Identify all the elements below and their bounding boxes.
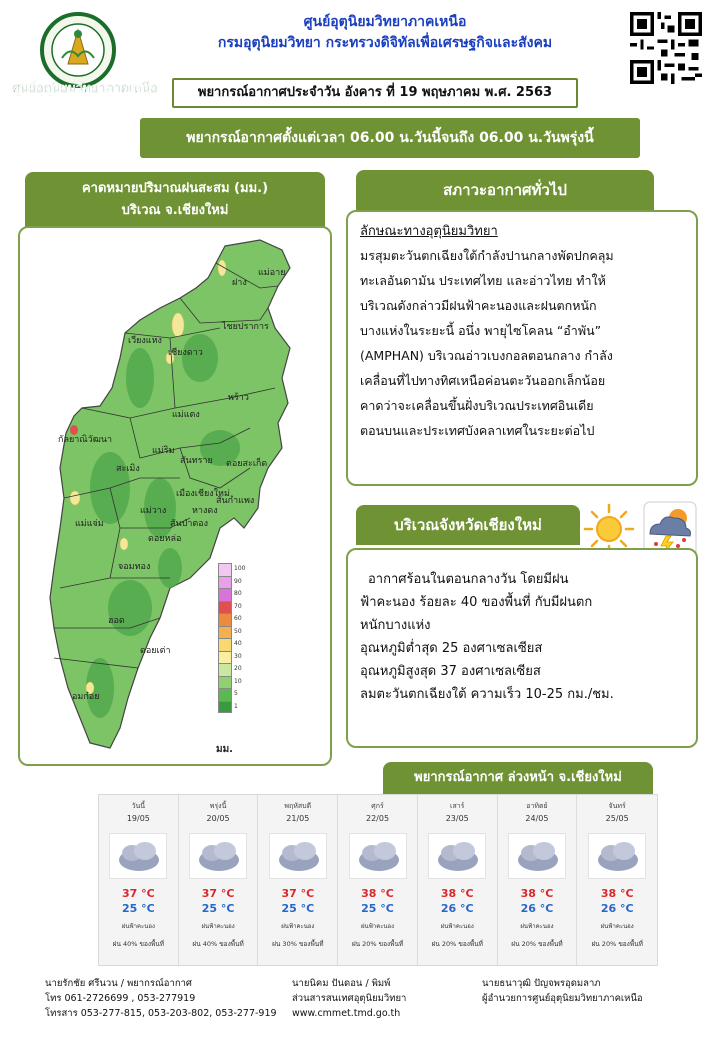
forecast-rain-percent: ฝน 40% ของพื้นที่ (192, 940, 244, 948)
general-weather-title: สภาวะอากาศทั่วไป (356, 170, 654, 210)
forecast-day-card[interactable] (577, 795, 657, 965)
district-label-maetaeng: แม่แตง (172, 410, 200, 420)
director-name: นายธนาวุฒิ ปัญจพรอุดมลาภ (482, 978, 601, 989)
scale-swatch (218, 563, 232, 576)
forecast-day-date: 20/05 (206, 814, 230, 823)
forecast-day-date: 19/05 (126, 814, 150, 823)
rain-color-scale (218, 563, 232, 713)
website-link[interactable]: www.cmmet.tmd.go.th (292, 1008, 401, 1019)
forecast-day-name: จันทร์ (608, 802, 626, 810)
forecast-condition: ฝนฟ้าคะนอง (121, 923, 155, 930)
cloud-rain-icon (189, 833, 247, 879)
forecast-day-date: 21/05 (286, 814, 310, 823)
rain-map-title (25, 172, 325, 228)
scale-label: 10 (234, 677, 242, 685)
district-label-chomthong: จอมทอง (118, 562, 151, 572)
forecast-period-banner: พยากรณ์อากาศตั้งแต่เวลา 06.00 น.วันนี้จนถึง 06.00 น.วันพรุ่งนี้ (140, 118, 640, 158)
forecast-min-temp: 25 °C (201, 902, 235, 915)
department-logo (10, 10, 160, 96)
forecast-day-date: 25/05 (605, 814, 629, 823)
forecast-day-name: อาทิตย์ (526, 802, 548, 810)
district-label-maechaem: แม่แจ่ม (75, 519, 104, 529)
district-label-fang: ฝาง (232, 278, 247, 288)
scale-label: 70 (234, 602, 242, 610)
district-label-maerim: แม่ริม (152, 446, 175, 456)
scale-swatch (218, 676, 232, 689)
forecast-day-card[interactable] (338, 795, 418, 965)
district-label-wianghaeng: เวียงแหง (128, 336, 162, 346)
forecast-max-temp: 38 °C (440, 887, 474, 900)
forecaster-fax: โทรสาร 053-277-815, 053-203-802, 053-277-919 (45, 1008, 277, 1019)
forecast-condition: ฝนฟ้าคะนอง (600, 923, 634, 930)
forecast-day-date: 23/05 (445, 814, 469, 823)
district-label-maeai: แม่อาย (258, 268, 286, 278)
scale-label: 90 (234, 577, 242, 585)
forecast-day-name: พรุ่งนี้ (209, 802, 227, 810)
cloud-rain-icon (508, 833, 566, 879)
cloud-rain-icon (109, 833, 167, 879)
forecast-rain-percent: ฝน 20% ของพื้นที่ (431, 940, 483, 948)
forecast-rain-percent: ฝน 30% ของพื้นที่ (272, 940, 324, 948)
forecast-max-temp: 38 °C (361, 887, 394, 900)
province-forecast-line: ฟ้าคะนอง ร้อยละ 40 ของพื้นที่ กับมีฝนตก (360, 595, 593, 610)
qr-code[interactable] (630, 12, 702, 84)
scale-label: 1 (234, 702, 238, 710)
printer-name: นายนิคม ปันดอน / พิมพ์ (292, 978, 391, 989)
rain-map-title-line2: บริเวณ จ.เชียงใหม่ (121, 203, 229, 218)
forecast-max-temp: 38 °C (520, 887, 554, 900)
forecast-day-card[interactable] (179, 795, 259, 965)
forecast-min-temp: 26 °C (520, 902, 554, 915)
forecast-max-temp: 37 °C (281, 887, 315, 900)
forecast-min-temp: 25 °C (281, 902, 315, 915)
forecast-day-date: 22/05 (365, 814, 390, 823)
province-forecast-line: หนักบางแห่ง (360, 618, 431, 633)
district-label-doilo: ดอยหล่อ (148, 534, 182, 544)
district-label-sanpatong: สันป่าตอง (170, 519, 209, 529)
district-label-sansai: สันทราย (180, 456, 213, 466)
province-min-temp: อุณหภูมิต่ำสุด 25 องศาเซลเซียส (360, 641, 543, 656)
district-label-doisaket: ดอยสะเก็ด (226, 459, 268, 469)
cloud-rain-icon (428, 833, 486, 879)
forecast-day-name: พฤหัสบดี (284, 802, 312, 810)
general-weather-panel (346, 210, 698, 486)
forecaster-name: นายรักชัย ศรีนวน / พยากรณ์อากาศ (45, 978, 192, 989)
forecast-day-card[interactable] (99, 795, 179, 965)
forecast-min-temp: 26 °C (600, 902, 634, 915)
forecast-condition: ฝนฟ้าคะนอง (360, 923, 395, 930)
district-label-samoeng: สะเมิง (116, 464, 140, 474)
scale-swatch (218, 663, 232, 676)
forecast-day-card[interactable] (418, 795, 498, 965)
scale-swatch (218, 626, 232, 639)
cloud-rain-icon (588, 833, 646, 879)
forecast-day-date: 24/05 (525, 814, 549, 823)
forecast-condition: ฝนฟ้าคะนอง (281, 923, 315, 930)
ministry-line: กรมอุตุนิยมวิทยา กระทรวงดิจิทัลเพื่อเศรษฐกิจและสังคม (217, 35, 553, 51)
district-label-chaiprakan: ไชยปราการ (222, 322, 269, 332)
province-max-temp: อุณหภูมิสูงสุด 37 องศาเซลเซียส (360, 664, 541, 679)
center-name: ศูนย์อุตุนิยมวิทยาภาคเหนือ (303, 14, 467, 30)
seven-day-forecast-table (98, 794, 658, 966)
footer-printer (292, 976, 406, 1021)
forecast-rain-percent: ฝน 20% ของพื้นที่ (591, 940, 643, 948)
district-label-chiangdao: เชียงดาว (168, 348, 203, 358)
forecast-rain-percent: ฝน 20% ของพื้นที่ (511, 940, 563, 948)
forecast-min-temp: 25 °C (122, 902, 155, 915)
district-label-muang: เมืองเชียงใหม่ (176, 489, 230, 499)
province-forecast-line: อากาศร้อนในตอนกลางวัน โดยมีฝน (368, 572, 569, 587)
province-wind: ลมตะวันตกเฉียงใต้ ความเร็ว 10-25 กม./ชม. (360, 687, 614, 702)
district-label-hot: ฮอด (108, 616, 125, 626)
director-title: ผู้อำนวยการศูนย์อุตุนิยมวิทยาภาคเหนือ (482, 993, 643, 1004)
general-weather-line: เคลื่อนที่ไปทางทิศเหนือค่อนตะวันออกเล็กน้อย (360, 373, 606, 388)
forecast-day-name: เสาร์ (450, 802, 465, 810)
cloud-rain-icon (269, 833, 327, 879)
forecast-rain-percent: ฝน 40% ของพื้นที่ (112, 940, 165, 948)
forecast-date: พยากรณ์อากาศประจำวัน อังคาร ที่ 19 พฤษภาคม พ.ศ. 2563 (172, 78, 578, 108)
rain-unit-label: มม. (216, 744, 233, 755)
scale-swatch (218, 588, 232, 601)
svg-text:ศูนย์อุตุนิยมวิทยาภาคเหนือ: ศูนย์อุตุนิยมวิทยาภาคเหนือ (12, 80, 158, 95)
footer-director (482, 976, 643, 1006)
district-label-phrao: พร้าว (228, 393, 249, 403)
province-title: บริเวณจังหวัดเชียงใหม่ (356, 505, 580, 545)
scale-swatch (218, 601, 232, 614)
forecast-condition: ฝนฟ้าคะนอง (440, 923, 474, 930)
forecast-max-temp: 37 °C (122, 887, 155, 900)
general-weather-line: ทะเลอันดามัน ประเทศไทย และอ่าวไทย ทำให้ (360, 273, 606, 288)
forecast-day-card[interactable] (498, 795, 578, 965)
scale-label: 80 (234, 590, 242, 597)
district-label-hangdong: หางดง (192, 506, 218, 516)
rain-map (18, 226, 332, 766)
district-label-doitao: ดอยเต่า (140, 646, 171, 656)
general-weather-line: มรสุมตะวันตกเฉียงใต้กำลังปานกลางพัดปกคลุม (360, 248, 614, 263)
forecast-condition: ฝนฟ้าคะนอง (201, 923, 235, 930)
scale-swatch (218, 576, 232, 589)
province-forecast-panel (346, 548, 698, 748)
forecast-condition: ฝนฟ้าคะนอง (520, 923, 554, 930)
general-weather-line: (AMPHAN) บริเวณอ่าวเบงกอลตอนกลาง กำลัง (360, 348, 613, 363)
printer-division: ส่วนสารสนเทศอุตุนิยมวิทยา (292, 993, 407, 1004)
scale-swatch (218, 613, 232, 626)
meteorological-subtitle: ลักษณะทางอุตุนิยมวิทยา (360, 224, 498, 239)
scale-label: 30 (234, 652, 242, 660)
district-label-omkoi: อมก๋อย (72, 692, 100, 702)
district-label-sankamphaeng: สันกำแพง (216, 496, 255, 506)
scale-label: 50 (234, 627, 242, 635)
rain-scale-labels (234, 563, 258, 713)
general-weather-line: ตอนบนและประเทศบังคลาเทศในระยะต่อไป (360, 423, 595, 438)
scale-swatch (218, 688, 232, 701)
scale-swatch (218, 701, 232, 714)
forecast-min-temp: 25 °C (361, 902, 394, 915)
district-label-kanlayaniwatthana: กัลยาณิวัฒนา (58, 435, 113, 445)
general-weather-line: บริเวณดังกล่าวมีฝนฟ้าคะนองและฝนตกหนัก (360, 298, 597, 313)
scale-label: 40 (234, 640, 242, 647)
forecast-day-name: ศุกร์ (371, 802, 384, 810)
cloud-rain-icon (349, 833, 407, 879)
forecast-max-temp: 38 °C (600, 887, 634, 900)
forecast-rain-percent: ฝน 20% ของพื้นที่ (351, 940, 404, 948)
general-weather-line: บางแห่งในระยะนี้ อนึ่ง พายุไซโคลน “อำพัน” (360, 323, 602, 338)
header-department (175, 12, 595, 54)
district-label-maewang: แม่วาง (140, 506, 167, 516)
scale-label: 5 (234, 690, 238, 697)
general-weather-line: คาดว่าจะเคลื่อนขึ้นฝั่งบริเวณประเทศอินเดีย (360, 398, 594, 413)
footer-forecaster (45, 976, 277, 1021)
rain-map-title-line1: คาดหมายปริมาณฝนสะสม (มม.) (81, 181, 269, 196)
seven-day-forecast-title: พยากรณ์อากาศ ล่วงหน้า จ.เชียงใหม่ (383, 762, 653, 794)
forecaster-phone: โทร 061-2726699 , 053-277919 (45, 993, 196, 1004)
scale-label: 100 (234, 565, 246, 572)
forecast-day-card[interactable] (258, 795, 338, 965)
scale-swatch (218, 651, 232, 664)
scale-swatch (218, 638, 232, 651)
scale-label: 60 (234, 615, 242, 622)
forecast-day-name: วันนี้ (131, 802, 146, 810)
forecast-min-temp: 26 °C (440, 902, 474, 915)
forecast-max-temp: 37 °C (201, 887, 235, 900)
scale-label: 20 (234, 665, 242, 672)
